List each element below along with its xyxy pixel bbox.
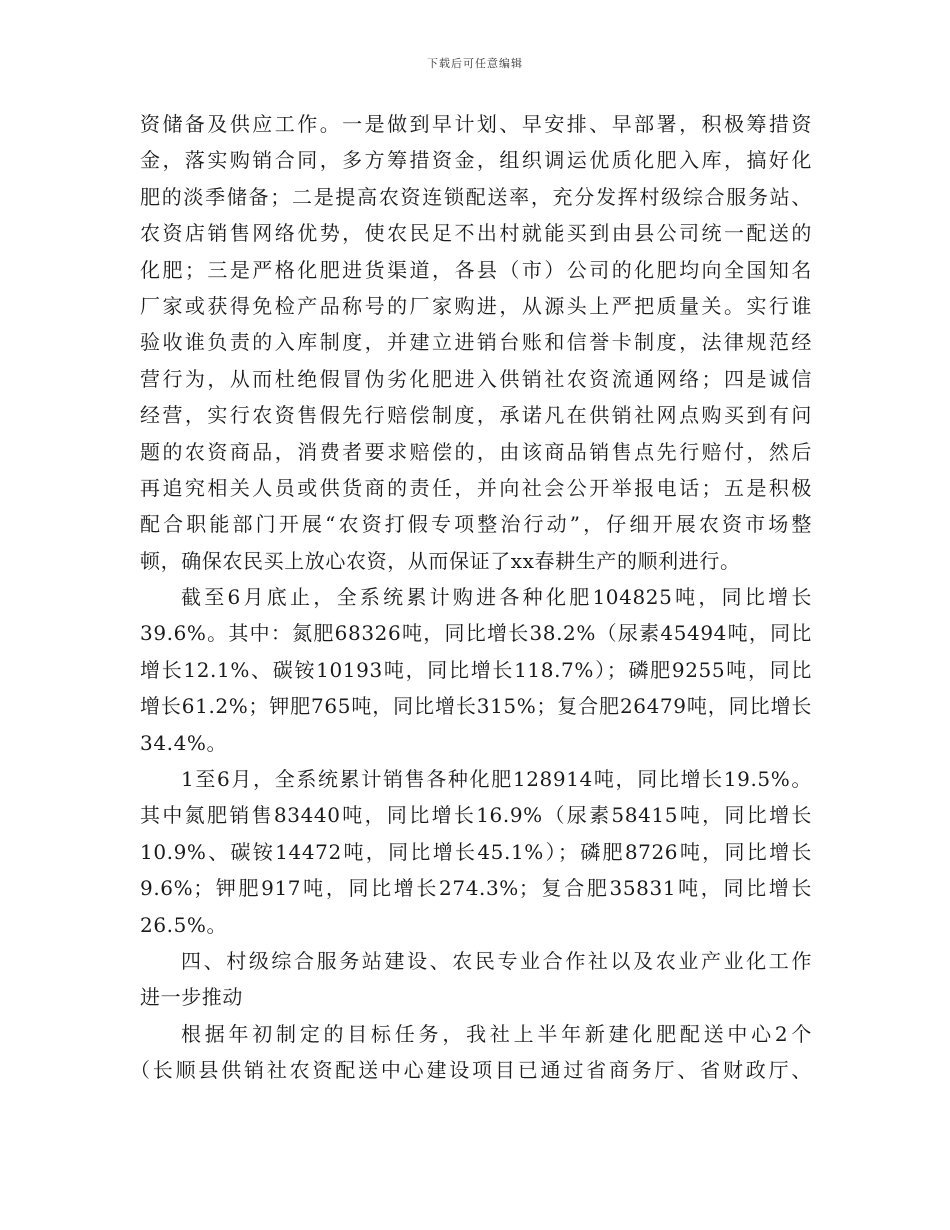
- text-line: 题的农资商品，消费者要求赔偿的，由该商品销售点先行赔付，然后: [140, 439, 812, 464]
- page-header: 下载后可任意编辑: [427, 57, 523, 70]
- text-line: 营行为，从而杜绝假冒伪劣化肥进入供销社农资流通网络；四是诚信: [140, 366, 812, 391]
- text-line: 截至6月底止，全系统累计购进各种化肥104825吨，同比增长: [181, 585, 812, 610]
- text-line: 肥的淡季储备；二是提高农资连锁配送率，充分发挥村级综合服务站、: [140, 184, 812, 209]
- paragraph-p2: [140, 579, 812, 761]
- paragraph-p5: [130, 1016, 812, 1089]
- text-line: 再追究相关人员或供货商的责任，并向社会公开举报电话；五是积极: [140, 475, 812, 500]
- paragraph-p1: [140, 106, 812, 579]
- text-line: 26.5%。: [140, 912, 228, 937]
- text-line: 9.6%；钾肥917吨，同比增长274.3%；复合肥35831吨，同比增长: [140, 876, 812, 901]
- document-body: [130, 106, 812, 1089]
- text-line: 金，落实购销合同，多方筹措资金，组织调运优质化肥入库，搞好化: [140, 148, 812, 173]
- text-line: 34.4%。: [140, 730, 228, 755]
- text-line: 1至6月，全系统累计销售各种化肥128914吨，同比增长19.5%。: [181, 767, 812, 792]
- text-line: 增长12.1%、碳铵10193吨，同比增长118.7%）；磷肥9255吨，同比: [140, 657, 812, 682]
- text-line: 验收谁负责的入库制度，并建立进销台账和信誉卡制度，法律规范经: [140, 330, 812, 355]
- text-line: 其中氮肥销售83440吨，同比增长16.9%（尿素58415吨，同比增长: [140, 803, 812, 828]
- text-line: 四、村级综合服务站建设、农民专业合作社以及农业产业化工作: [181, 948, 812, 973]
- text-line: 厂家或获得免检产品称号的厂家购进，从源头上严把质量关。实行谁: [140, 293, 812, 318]
- text-line: 根据年初制定的目标任务，我社上半年新建化肥配送中心2个: [181, 1021, 812, 1046]
- text-line: 经营，实行农资售假先行赔偿制度，承诺凡在供销社网点购买到有问: [140, 403, 812, 428]
- text-line: 39.6%。其中：氮肥68326吨，同比增长38.2%（尿素45494吨，同比: [140, 621, 812, 646]
- text-line: 增长61.2%；钾肥765吨，同比增长315%；复合肥26479吨，同比增长: [140, 694, 812, 719]
- text-line: 进一步推动: [140, 985, 243, 1010]
- text-line: 顿，确保农民买上放心农资，从而保证了xx春耕生产的顺利进行。: [140, 548, 741, 573]
- paragraph-p4: [140, 943, 812, 1016]
- text-line: 10.9%、碳铵14472吨，同比增长45.1%）；磷肥8726吨，同比增长: [140, 839, 812, 864]
- text-line: 化肥；三是严格化肥进货渠道，各县（市）公司的化肥均向全国知名: [140, 257, 812, 282]
- text-line: 资储备及供应工作。一是做到早计划、早安排、早部署，积极筹措资: [140, 112, 812, 136]
- text-line: （长顺县供销社农资配送中心建设项目已通过省商务厅、省财政厅、: [130, 1058, 812, 1083]
- text-line: 配合职能部门开展“农资打假专项整治行动”，仔细开展农资市场整: [140, 512, 812, 537]
- paragraph-p3: [140, 761, 812, 943]
- text-line: 农资店销售网络优势，使农民足不出村就能买到由县公司统一配送的: [140, 221, 812, 246]
